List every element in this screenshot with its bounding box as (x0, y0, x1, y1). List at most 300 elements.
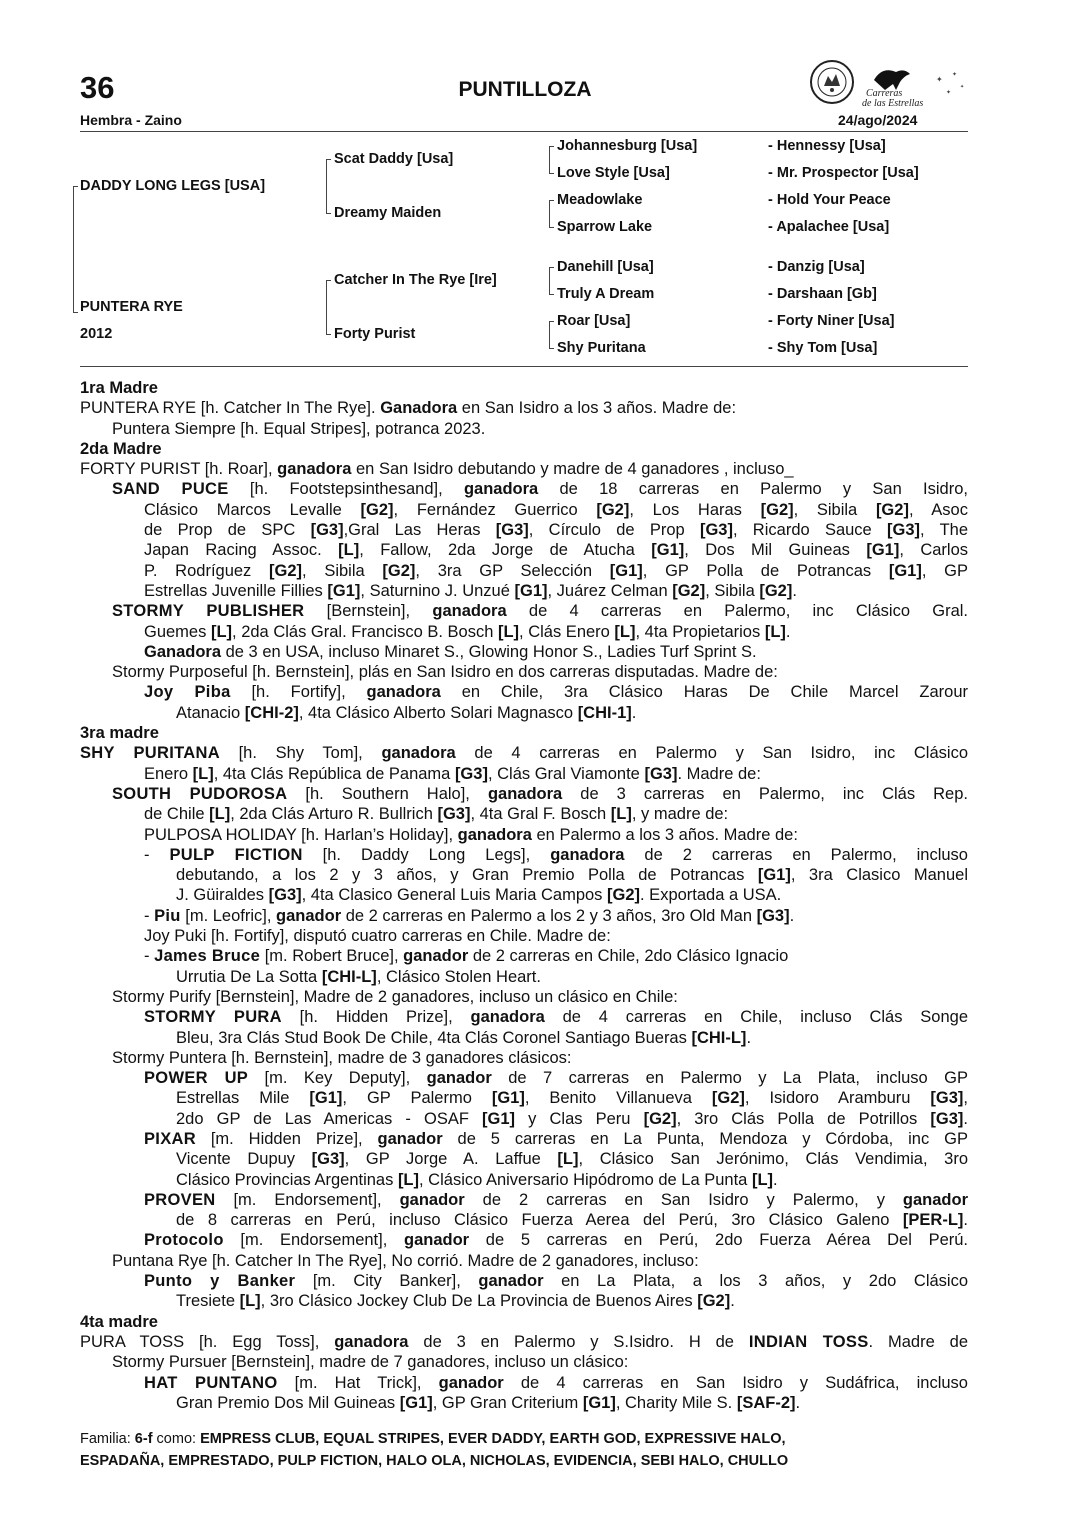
bold-text: [G1] (309, 1089, 343, 1108)
family-line-1: Familia: 6-f como: EMPRESS CLUB, EQUAL STRIPES, EVER DADDY, EARTH GOD, EXPRESSIVE HALO, (80, 1431, 786, 1447)
text-segment: ,Gral Las Heras (343, 521, 496, 540)
text-segment: . (746, 1028, 752, 1047)
bold-text: [G2] (711, 1089, 745, 1108)
logo2-text-b: de las Estrellas (862, 98, 924, 108)
bold-text: [G1] (866, 541, 900, 560)
text-segment: Atanacio (176, 703, 245, 722)
horse-name-ref: Joy Piba (144, 683, 231, 702)
catalog-line (80, 1190, 968, 1210)
sex-color: Hembra - Zaino (80, 112, 182, 128)
text-segment: , Juárez Celman (547, 581, 673, 600)
bold-text: ganadora (470, 1008, 545, 1027)
text-segment: Stormy Purposeful [h. Bernstein], plás en San Isidro en dos carreras disputadas. Madre de: (112, 663, 778, 682)
catalog-line (80, 682, 968, 702)
bold-text: [G1] (582, 1393, 616, 1412)
catalog-line (80, 1149, 968, 1169)
bold-text: [G1] (888, 561, 922, 580)
text-segment: - (144, 845, 170, 864)
bold-text: [G2] (760, 500, 794, 519)
text-segment: , Benito Villanueva (524, 1089, 712, 1108)
bold-text: ganadora (487, 784, 563, 803)
text-segment: . (963, 1109, 968, 1128)
catalog-page-body (80, 378, 968, 1413)
bold-text: [G2] (697, 1292, 731, 1311)
catalog-date: 24/ago/2024 (838, 112, 918, 128)
catalog-line (80, 967, 968, 987)
bold-text: [G1] (757, 866, 791, 885)
bold-text: [G2] (759, 581, 793, 600)
gen3-1: Love Style [Usa] (557, 165, 670, 181)
catalog-line (80, 906, 968, 926)
text-segment: [m. Endorsement], (223, 1231, 404, 1250)
bold-text: ganador (438, 1373, 504, 1392)
text-segment: . (963, 1211, 968, 1230)
text-segment: [h. Fortify], (230, 683, 367, 702)
text-segment: en San Isidro a los 3 años. Madre de: (457, 399, 737, 418)
dam-name: PUNTERA RYE (80, 299, 183, 315)
gen3-3: Sparrow Lake (557, 219, 653, 235)
bold-text: [L] (751, 1170, 774, 1189)
sire-name: DADDY LONG LEGS [USA] (80, 178, 266, 194)
bold-text: ganadora (550, 845, 625, 864)
text-segment: , Sibila (302, 561, 383, 580)
catalog-line (80, 1373, 968, 1393)
text-segment: [h. Footstepsinthesand], (228, 480, 464, 499)
horse-name-ref: POWER UP (144, 1069, 249, 1088)
catalog-line (80, 561, 968, 581)
family-line-2: ESPADAÑA, EMPRESTADO, PULP FICTION, HALO OLA, NICHOLAS, EVIDENCIA, SEBI HALO, CHULLO (80, 1453, 789, 1469)
text-segment: de Prop de SPC (144, 521, 311, 540)
text-segment: de 4 carreras en San Isidro y Sudáfrica, incluso (503, 1373, 968, 1392)
bold-text: [L] (557, 1150, 579, 1169)
text-segment: . (730, 1292, 735, 1311)
horse-name-ref: Punto y Banker (144, 1272, 296, 1291)
text-segment: , 4ta Gral F. Bosch (470, 805, 611, 824)
text-segment: J. Güiraldes (176, 886, 269, 905)
text-segment: , Ricardo Sauce (732, 521, 888, 540)
gen3-6: Roar [Usa] (557, 313, 631, 329)
bold-text: [G2] (382, 561, 416, 580)
text-segment: de Chile (144, 805, 210, 824)
text-segment: [Bernstein], (304, 602, 433, 621)
text-segment: , 3ra GP Selección (415, 561, 610, 580)
bold-text: [L] (610, 805, 632, 824)
catalog-line (80, 479, 968, 499)
text-segment: , Clásico Stolen Heart. (376, 967, 541, 986)
text-segment: de 2 carreras en Palermo, incluso (624, 845, 968, 864)
bold-text: [G1] (491, 1089, 525, 1108)
catalog-line (80, 419, 968, 439)
bold-text: [L] (497, 622, 520, 641)
bold-text: [L] (192, 764, 214, 783)
text-segment: , Sibila (705, 581, 760, 600)
text-segment: , 3ro Clásico Jockey Club De La Provincia de Buenos Aires (260, 1292, 698, 1311)
sire-sire: Scat Daddy [Usa] (334, 151, 454, 167)
catalog-line (80, 540, 968, 560)
horse-name-ref: SAND PUCE (112, 480, 229, 499)
text-segment: Estrellas Juvenille Fillies (144, 581, 328, 600)
text-segment: [h. Daddy Long Legs], (302, 845, 551, 864)
text-segment: debutando, a los 2 y 3 años, y Gran Premio Polla de Potrancas (176, 866, 758, 885)
bold-text: ganador (478, 1272, 544, 1291)
catalog-line (80, 885, 968, 905)
text-segment: Puntana Rye [h. Catcher In The Rye], No corrió. Madre de 2 ganadores, incluso: (112, 1251, 699, 1270)
text-segment: [h. Shy Tom], (219, 744, 382, 763)
text-segment: [m. Hat Trick], (277, 1373, 439, 1392)
text-segment: FORTY PURIST [h. Roar], (80, 460, 278, 479)
bold-text: [G3] (644, 764, 678, 783)
text-segment: PUNTERA RYE [h. Catcher In The Rye]. (80, 399, 381, 418)
svg-text:✦: ✦ (952, 72, 958, 78)
gen3-2: Meadowlake (557, 192, 643, 208)
dam-sire: Catcher In The Rye [Ire] (334, 272, 497, 288)
text-segment: Stormy Pursuer [Bernstein], madre de 7 ganadores, incluso un clásico: (112, 1353, 629, 1372)
catalog-line (80, 1028, 968, 1048)
bold-text: [G3] (756, 906, 790, 925)
bold-text: [G2] (875, 500, 909, 519)
text-segment: , 4ta Clás República de Panama (213, 764, 455, 783)
text-segment: , (963, 1089, 968, 1108)
text-segment: Tresiete (176, 1292, 240, 1311)
text-segment: Guemes (144, 622, 211, 641)
catalog-line (80, 662, 968, 682)
text-segment: , Carlos (899, 541, 968, 560)
catalog-line (80, 784, 968, 804)
family-footer (80, 1428, 968, 1472)
gen3-7: Shy Puritana (557, 340, 646, 356)
bold-text: [G1] (399, 1393, 433, 1412)
catalog-line (80, 520, 968, 540)
horse-name-ref: PROVEN (144, 1190, 216, 1209)
text-segment: PULPOSA HOLIDAY [h. Harlan’s Holiday], (144, 825, 458, 844)
gen3-5: Truly A Dream (557, 286, 655, 302)
text-segment: Bleu, 3ra Clás Stud Book De Chile, 4ta Clás Coronel Santiago Bueras (176, 1028, 692, 1047)
catalog-line (80, 459, 968, 479)
bold-text: ganador (404, 1231, 470, 1250)
gen4-7: - Shy Tom [Usa] (768, 340, 878, 356)
text-segment: . (792, 581, 797, 600)
bold-text: ganadora (457, 825, 532, 844)
breeders-cup-logo (808, 60, 968, 108)
gen4-2: - Hold Your Peace (768, 192, 891, 208)
bold-text: [G3] (699, 521, 733, 540)
catalog-line (80, 1291, 968, 1311)
text-segment: 2do GP de Las Americas - OSAF (176, 1109, 483, 1128)
logo2-text-a: Carreras (866, 88, 903, 99)
header-logos (808, 60, 968, 108)
catalog-line (80, 1129, 968, 1149)
horse-name-ref: James Bruce (154, 947, 261, 966)
bold-text: ganadora (432, 602, 507, 621)
horse-name-ref: SOUTH PUDOROSA (112, 784, 288, 803)
bold-text: [G1] (482, 1109, 516, 1128)
catalog-line (80, 825, 968, 845)
text-segment: Joy Puki [h. Fortify], disputó cuatro carreras en Chile. Madre de: (144, 927, 611, 946)
text-segment: Gran Premio Dos Mil Guineas (176, 1393, 400, 1412)
bold-text: [L] (338, 541, 360, 560)
bold-text: ganadora (277, 460, 352, 479)
text-segment: [m. Robert Bruce], (260, 947, 404, 966)
section-heading: 2da Madre (80, 439, 162, 458)
catalog-line (80, 1352, 968, 1372)
bold-text: [G3] (887, 521, 921, 540)
text-segment: de 2 carreras en San Isidro y Palermo, y (464, 1190, 903, 1209)
catalog-line (80, 1007, 968, 1027)
text-segment: de 2 carreras en Chile, 2do Clásico Ignacio (468, 947, 789, 966)
catalog-line (80, 1048, 968, 1068)
text-segment: , 3ro Clás Polla de Potrillos (676, 1109, 931, 1128)
gen4-3: - Apalachee [Usa] (768, 219, 890, 235)
bold-text: [G3] (437, 805, 471, 824)
text-segment: , GP Jorge A. Laffue (344, 1150, 558, 1169)
text-segment: de 7 carreras en Palermo y La Plata, incluso GP (491, 1069, 968, 1088)
text-segment: y Clas Peru (515, 1109, 644, 1128)
gen4-4: - Danzig [Usa] (768, 259, 865, 275)
horse-name-ref: PIXAR (144, 1129, 196, 1148)
bold-text: [G1] (609, 561, 643, 580)
bold-text: [PER-L] (902, 1211, 964, 1230)
catalog-line (80, 1068, 968, 1088)
text-segment: , Saturnino J. Unzué (360, 581, 515, 600)
text-segment: de 8 carreras en Perú, incluso Clásico Fuerza Aerea del Perú, 3ro Clásico Galeno (176, 1211, 903, 1230)
text-segment: , GP Palermo (342, 1089, 492, 1108)
text-segment: de 3 en USA, incluso Minaret S., Glowing Honor S., Ladies Turf Sprint S. (221, 642, 757, 661)
bold-text: [G2] (643, 1109, 677, 1128)
text-segment: [h. Hidden Prize], (281, 1008, 471, 1027)
text-segment: , Charity Mile S. (615, 1393, 737, 1412)
text-segment: , Fernández Guerrico (393, 500, 597, 519)
catalog-line (80, 622, 968, 642)
text-segment: . (631, 703, 637, 722)
bold-text: [CHI-2] (244, 703, 299, 722)
text-segment: [h. Southern Halo], (287, 784, 488, 803)
text-segment: , The (920, 521, 969, 540)
text-segment: , GP Gran Criterium (432, 1393, 583, 1412)
text-segment: , Fallow, 2da Jorge de Atucha (359, 541, 652, 560)
text-segment: , Clás Gral Viamonte (487, 764, 645, 783)
bold-text: [L] (210, 622, 233, 641)
catalog-line (80, 500, 968, 520)
text-segment: PURA TOSS [h. Egg Toss], (80, 1332, 335, 1351)
text-segment: - (144, 947, 155, 966)
text-segment: , Sibila (793, 500, 876, 519)
text-segment: , Asoc (908, 500, 968, 519)
text-segment: , Isidoro Aramburu (744, 1089, 931, 1108)
catalog-line (80, 1251, 968, 1271)
section-heading: 4ta madre (80, 1312, 158, 1331)
text-segment: en Chile, 3ra Clásico Haras De Chile Marcel Zarour (440, 683, 969, 702)
bold-text: Ganadora (380, 399, 458, 418)
horse-name-ref: PULP FICTION (169, 845, 303, 864)
text-segment: , 4ta Clásico Alberto Solari Magnasco (298, 703, 578, 722)
bold-text: [G3] (930, 1109, 964, 1128)
bold-text: ganador (399, 1190, 465, 1209)
catalog-line (80, 1170, 968, 1190)
text-segment: , GP (921, 561, 968, 580)
gen1-bracket (73, 186, 74, 312)
text-segment: . Exportada a USA. (640, 886, 782, 905)
text-segment: . (785, 622, 791, 641)
text-segment: Stormy Puntera [h. Bernstein], madre de 3 ganadores clásicos: (112, 1048, 572, 1067)
catalog-line (80, 926, 968, 946)
bold-text: ganador (276, 906, 342, 925)
horse-name-ref: Piu (154, 906, 181, 925)
catalog-line (80, 581, 968, 601)
bold-text: ganador (403, 947, 469, 966)
text-segment: [m. Hidden Prize], (195, 1129, 378, 1148)
text-segment: , Clás Enero (519, 622, 615, 641)
text-segment: de 4 carreras en Palermo, inc Clásico Gral. (506, 602, 969, 621)
text-segment: de 2 carreras en Palermo a los 2 y 3 años, 3ro Old Man (341, 906, 757, 925)
bold-text: [G3] (454, 764, 488, 783)
text-segment: , 4ta Clasico General Luis Maria Campos (301, 886, 608, 905)
section-heading: 1ra Madre (80, 379, 158, 397)
catalog-line (80, 1230, 968, 1250)
horse-name-ref: STORMY PURA (144, 1008, 282, 1027)
text-segment: . (773, 1170, 778, 1189)
horse-name-ref: INDIAN TOSS (748, 1332, 869, 1351)
gen4-1: - Mr. Prospector [Usa] (768, 165, 919, 181)
text-segment: . (795, 1393, 801, 1412)
text-segment: Enero (144, 764, 193, 783)
catalog-line (80, 398, 968, 418)
text-segment: en La Plata, a los 3 años, y 2do Clásico (543, 1272, 968, 1291)
text-segment: de 4 carreras en Palermo y San Isidro, inc Clásico (455, 744, 968, 763)
bold-text: ganadora (463, 480, 539, 499)
horse-name: PUNTILLOZA (458, 78, 592, 101)
bold-text: [L] (209, 805, 231, 824)
bold-text: [G2] (596, 500, 630, 519)
text-segment: de 3 carreras en Palermo, inc Clás Rep. (562, 784, 968, 803)
horse-name-ref: SHY PURITANA (80, 744, 220, 763)
text-segment: , Círculo de Prop (528, 521, 700, 540)
text-segment: Puntera Siempre [h. Equal Stripes], potranca 2023. (112, 419, 486, 438)
lot-number: 36 (80, 70, 115, 105)
pedigree-rule (80, 366, 968, 367)
svg-text:✦: ✦ (936, 75, 943, 84)
bold-text: [G3] (311, 1150, 345, 1169)
text-segment: , 3ra Clasico Manuel (790, 866, 968, 885)
bold-text: [G1] (651, 541, 685, 560)
sire-dam: Dreamy Maiden (334, 205, 442, 221)
text-segment: Vicente Dupuy (176, 1150, 312, 1169)
text-segment: - (144, 906, 155, 925)
catalog-line (80, 1271, 968, 1291)
catalog-line (80, 1088, 968, 1108)
text-segment: P. Rodríguez (144, 561, 270, 580)
bold-text: [G1] (514, 581, 548, 600)
text-segment: . Madre de: (677, 764, 761, 783)
catalog-line (80, 601, 968, 621)
bold-text: [L] (614, 622, 636, 641)
bold-text: [G3] (268, 886, 302, 905)
section-heading: 3ra madre (80, 724, 159, 743)
text-segment: Japan Racing Assoc. (144, 541, 339, 560)
svg-text:✦: ✦ (960, 84, 965, 90)
bold-text: ganadora (366, 683, 441, 702)
catalog-line (80, 1393, 968, 1413)
text-segment: . (789, 906, 795, 925)
catalog-line (80, 642, 968, 662)
text-segment: , y madre de: (631, 805, 729, 824)
gen3-0: Johannesburg [Usa] (557, 138, 698, 154)
text-segment: [m. City Banker], (295, 1272, 479, 1291)
bold-text: Ganadora (144, 642, 222, 661)
text-segment: , Clásico San Jerónimo, Clás Vendimia, 3ro (578, 1150, 969, 1169)
header-rule (80, 131, 968, 132)
bold-text: [SAF-2] (736, 1393, 796, 1412)
bold-text: [G2] (672, 581, 706, 600)
text-segment: de 18 carreras en Palermo y San Isidro, (538, 480, 968, 499)
catalog-line (80, 1210, 968, 1230)
text-segment: , GP Polla de Potrancas (642, 561, 889, 580)
bold-text: [L] (764, 622, 786, 641)
bold-text: [G3] (310, 521, 344, 540)
catalog-line (80, 946, 968, 966)
text-segment: . Madre de (868, 1332, 969, 1351)
text-segment: en San Isidro debutando y madre de 4 ganadores , incluso_ (351, 460, 794, 479)
gen4-0: - Hennessy [Usa] (768, 138, 886, 154)
bold-text: [G3] (495, 521, 529, 540)
bold-text: [CHI-L] (321, 967, 377, 986)
bold-text: [G2] (360, 500, 394, 519)
text-segment: , Los Haras (629, 500, 761, 519)
catalog-line (80, 703, 968, 723)
bold-text: ganadora (334, 1332, 409, 1351)
text-segment: [m. Leofric], (180, 906, 277, 925)
bold-text: [G3] (930, 1089, 964, 1108)
horse-name-ref: STORMY PUBLISHER (112, 602, 305, 621)
horse-name-ref: HAT PUNTANO (144, 1373, 278, 1392)
catalog-line (80, 987, 968, 1007)
catalog-line (80, 1332, 968, 1352)
bold-text: [L] (397, 1170, 420, 1189)
gen3-4: Danehill [Usa] (557, 259, 654, 275)
text-segment: , 2da Clás Arturo R. Bullrich (230, 805, 438, 824)
catalog-line (80, 1109, 968, 1129)
bold-text: [CHI-1] (577, 703, 632, 722)
text-segment: Urrutia De La Sotta (176, 967, 322, 986)
catalog-line (80, 804, 968, 824)
gen4-6: - Forty Niner [Usa] (768, 313, 895, 329)
text-segment: de 5 carreras en Perú, 2do Fuerza Aérea Del Perú. (469, 1231, 968, 1250)
text-segment: de 4 carreras en Chile, incluso Clás Songe (544, 1008, 969, 1027)
catalog-line (80, 764, 968, 784)
catalog-line (80, 865, 968, 885)
dam-dam: Forty Purist (334, 326, 416, 342)
text-segment: , Dos Mil Guineas (684, 541, 867, 560)
bold-text: [G2] (607, 886, 641, 905)
catalog-line (80, 845, 968, 865)
bold-text: ganador (902, 1190, 968, 1209)
svg-text:✦: ✦ (946, 90, 952, 96)
bold-text: ganador (377, 1129, 443, 1148)
bold-text: ganadora (381, 744, 456, 763)
gen4-5: - Darshaan [Gb] (768, 286, 877, 302)
text-segment: , 4ta Propietarios (635, 622, 765, 641)
bold-text: [CHI-L] (691, 1028, 747, 1047)
bold-text: ganador (426, 1069, 492, 1088)
catalog-line (80, 743, 968, 763)
text-segment: de 5 carreras en La Punta, Mendoza y Córdoba, inc GP (442, 1129, 968, 1148)
text-segment: Stormy Purify [Bernstein], Madre de 2 ganadores, incluso un clásico en Chile: (112, 987, 678, 1006)
text-segment: [m. Endorsement], (215, 1190, 400, 1209)
bold-text: [G2] (269, 561, 303, 580)
dam-year: 2012 (80, 326, 113, 342)
text-segment: , Clásico Aniversario Hipódromo de La Punta (419, 1170, 752, 1189)
text-segment: Clásico Provincias Argentinas (176, 1170, 398, 1189)
text-segment: [m. Key Deputy], (248, 1069, 427, 1088)
